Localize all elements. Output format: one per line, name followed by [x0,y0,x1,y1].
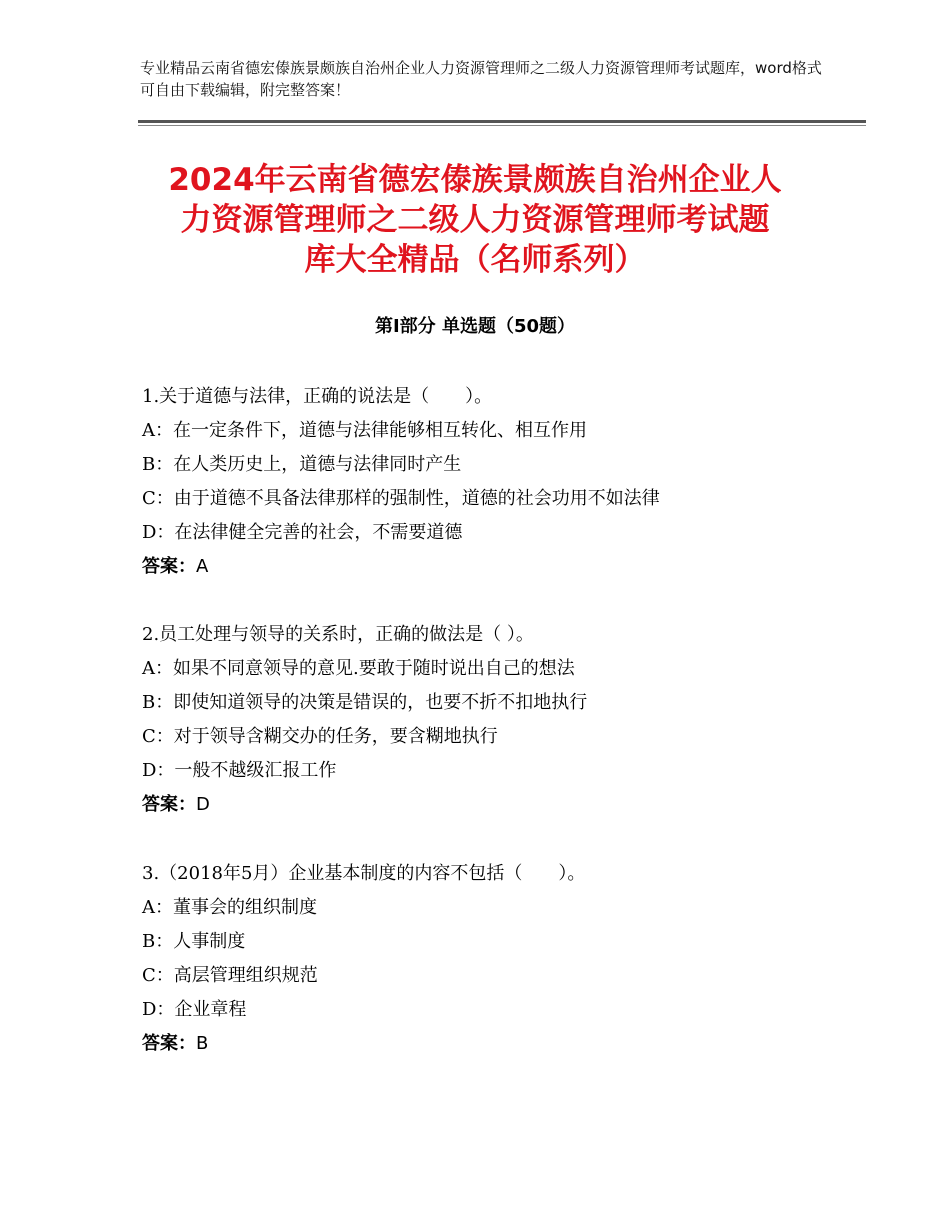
option-b: B：人事制度 [142,931,246,952]
answer-label: 答案： [142,556,196,577]
question-2 [142,618,842,822]
document-title [120,160,830,280]
answer-line [142,1027,842,1061]
question-3 [142,857,842,1061]
option-a: A：董事会的组织制度 [142,897,317,918]
answer-line [142,788,842,822]
option-a: A：如果不同意领导的意见.要敢于随时说出自己的想法 [142,658,575,679]
option-b: B：即使知道领导的决策是错误的，也要不折不扣地执行 [142,692,588,713]
option-c: C：对于领导含糊交办的任务，要含糊地执行 [142,726,498,747]
option-c: C：高层管理组织规范 [142,965,318,986]
question-stem: 3.（2018年5月）企业基本制度的内容不包括（ ）。 [142,863,586,884]
answer-label: 答案： [142,1033,196,1054]
answer-value: D [196,794,210,815]
header-divider [138,120,866,123]
option-a: A：在一定条件下，道德与法律能够相互转化、相互作用 [142,420,587,441]
header-divider-thin [138,125,866,126]
option-b: B：在人类历史上，道德与法律同时产生 [142,454,462,475]
answer-line [142,550,842,584]
option-d: D：企业章程 [142,999,247,1020]
header-note: 专业精品云南省德宏傣族景颇族自治州企业人力资源管理师之二级人力资源管理师考试题库，word格式可自由下载编辑，附完整答案！ [140,59,822,99]
option-d: D：一般不越级汇报工作 [142,760,337,781]
option-c: C：由于道德不具备法律那样的强制性，道德的社会功用不如法律 [142,488,660,509]
section-heading: 第Ⅰ部分 单选题（50题） [374,316,575,337]
title-line: 力资源管理师之二级人力资源管理师考试题 [180,202,770,238]
option-d: D：在法律健全完善的社会，不需要道德 [142,522,463,543]
answer-value: A [196,556,209,577]
answer-label: 答案： [142,794,196,815]
answer-value: B [196,1033,209,1054]
title-line: 2024年云南省德宏傣族景颇族自治州企业人 [168,162,782,198]
title-line: 库大全精品（名师系列） [304,242,646,278]
question-stem: 1.关于道德与法律，正确的说法是（ ）。 [142,386,493,407]
question-1 [142,380,842,584]
question-stem: 2.员工处理与领导的关系时，正确的做法是（ ）。 [142,624,534,645]
